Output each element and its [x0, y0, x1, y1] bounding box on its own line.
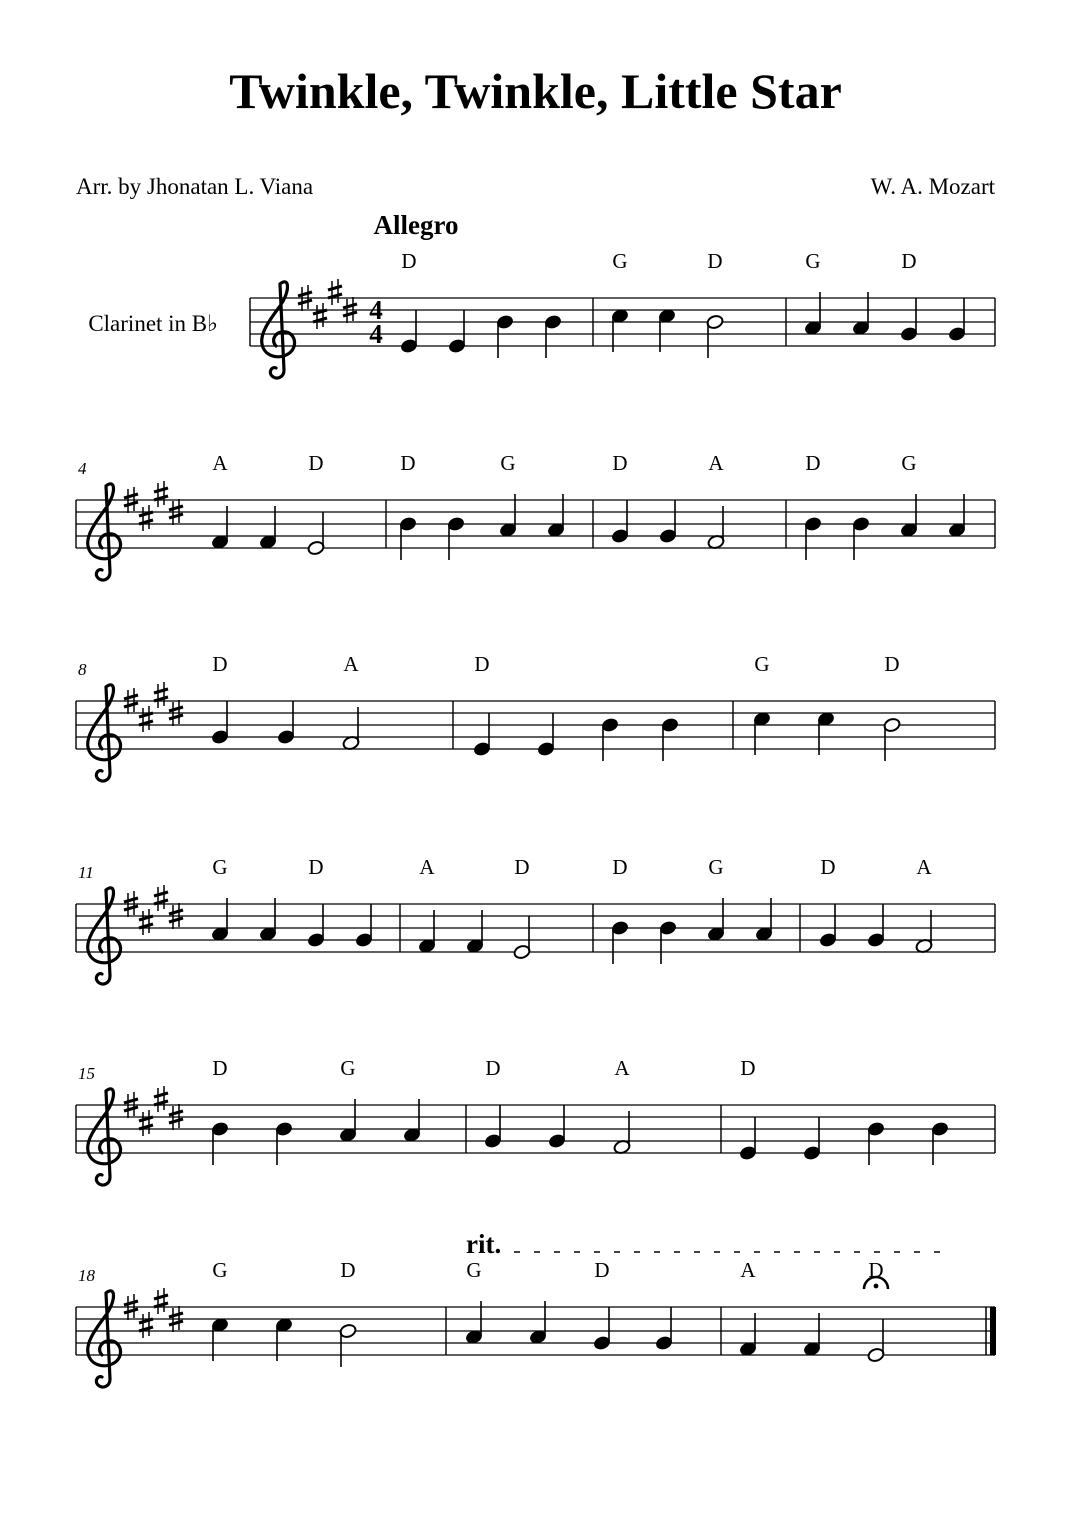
chord-symbol: G [708, 855, 724, 879]
arranger-credit: Arr. by Jhonatan L. Viana [76, 174, 314, 199]
chord-symbol: D [308, 855, 324, 879]
treble-clef-icon [88, 1089, 121, 1185]
chord-symbol: D [884, 652, 900, 676]
chord-symbol: D [212, 1056, 228, 1080]
chord-symbol: A [343, 652, 359, 676]
fermata-dot [874, 1284, 879, 1289]
chord-symbol: A [740, 1258, 756, 1282]
treble-clef-icon [88, 685, 121, 781]
chord-symbol: D [474, 652, 490, 676]
chord-symbol: D [401, 249, 417, 273]
chord-symbol: G [212, 855, 228, 879]
chord-symbol: G [754, 652, 770, 676]
chord-symbol: A [212, 451, 228, 475]
chord-symbol: G [466, 1258, 482, 1282]
chord-symbol: D [612, 855, 628, 879]
sharp-icon [154, 481, 168, 507]
sharp-icon [154, 885, 168, 911]
chord-symbol: G [805, 249, 821, 273]
chord-symbol: G [340, 1056, 356, 1080]
measure-number: 8 [78, 660, 87, 679]
treble-clef-icon [88, 484, 121, 580]
treble-clef-icon [88, 1291, 121, 1387]
chord-symbol: G [212, 1258, 228, 1282]
composer-credit: W. A. Mozart [870, 174, 995, 199]
chord-symbol: A [614, 1056, 630, 1080]
chord-symbol: D [308, 451, 324, 475]
chord-symbol: D [820, 855, 836, 879]
chord-symbol: G [901, 451, 917, 475]
sharp-icon [139, 706, 153, 732]
chord-symbol: D [485, 1056, 501, 1080]
measure-number: 11 [78, 863, 94, 882]
chord-symbol: D [707, 249, 723, 273]
score-title: Twinkle, Twinkle, Little Star [229, 63, 842, 119]
sharp-icon [139, 909, 153, 935]
ritardando-marking: rit. [466, 1229, 502, 1259]
sharp-icon [139, 1110, 153, 1136]
final-barline-thick [990, 1307, 996, 1355]
time-signature-lower: 4 [369, 319, 383, 349]
chord-symbol: A [419, 855, 435, 879]
chord-symbol: A [916, 855, 932, 879]
chord-symbol: D [805, 451, 821, 475]
chord-symbol: D [740, 1056, 756, 1080]
chord-symbol: D [340, 1258, 356, 1282]
sharp-icon [313, 303, 327, 329]
chord-symbol: D [400, 451, 416, 475]
sharp-icon [154, 1288, 168, 1314]
chord-symbol: D [901, 249, 917, 273]
sharp-icon [154, 1086, 168, 1112]
measure-number: 18 [78, 1266, 95, 1285]
measure-number: 15 [78, 1064, 95, 1083]
tempo-marking: Allegro [373, 210, 459, 240]
sharp-icon [139, 505, 153, 531]
treble-clef-icon [262, 282, 295, 378]
measure-number: 4 [78, 459, 87, 478]
chord-symbol: D [594, 1258, 610, 1282]
chord-symbol: G [500, 451, 516, 475]
chord-symbol: D [868, 1258, 884, 1282]
treble-clef-icon [88, 888, 121, 984]
instrument-name: Clarinet in B♭ [88, 311, 218, 336]
sharp-icon [139, 1312, 153, 1338]
chord-symbol: A [708, 451, 724, 475]
chord-symbol: D [514, 855, 530, 879]
time-signature-upper: 4 [369, 295, 383, 325]
chord-symbol: D [212, 652, 228, 676]
sharp-icon [154, 682, 168, 708]
chord-symbol: G [612, 249, 628, 273]
sharp-icon [328, 279, 342, 305]
chord-symbol: D [612, 451, 628, 475]
